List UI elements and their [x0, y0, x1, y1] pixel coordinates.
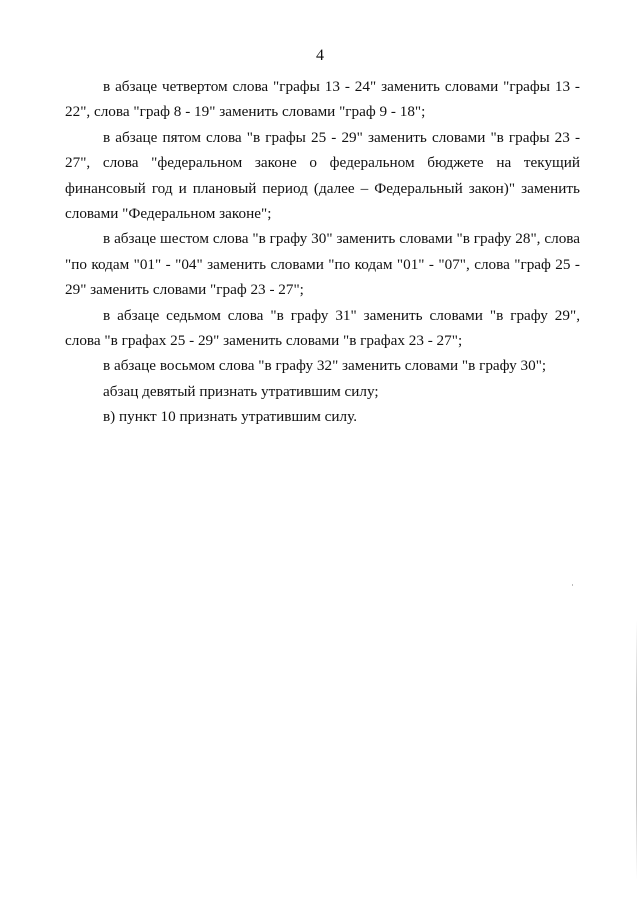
document-body	[65, 74, 580, 430]
paragraph-amend-sixth: в абзаце шестом слова "в графу 30" заменить словами "в графу 28", слова "по кодам "01" - "04" заменить словами "по кодам "01" - "07", слова "граф 25 - 29" заменить словами "граф 23 - 27";	[65, 230, 580, 299]
paragraph-repeal-ninth: абзац девятый признать утратившим силу;	[103, 382, 379, 400]
scan-edge-line	[636, 620, 637, 880]
paragraph-repeal-point-10: в) пункт 10 признать утратившим силу.	[103, 408, 357, 426]
page-number: 4	[316, 47, 324, 64]
paragraph-amend-fifth: в абзаце пятом слова "в графы 25 - 29" заменить словами "в графы 23 - 27", слова "федеральном законе о федеральном бюджете на текущий финансовый год и плановый период (далее – Федеральный закон)" заменить словами "Федеральном законе";	[65, 128, 580, 223]
scan-speck	[572, 584, 573, 586]
paragraph-amend-seventh: в абзаце седьмом слова "в графу 31" заменить словами "в графу 29", слова "в графах 25 - 29" заменить словами "в графах 23 - 27";	[65, 306, 580, 350]
paragraph-amend-fourth: в абзаце четвертом слова "графы 13 - 24" заменить словами "графы 13 - 22", слова "граф 8 - 19" заменить словами "граф 9 - 18";	[65, 78, 580, 121]
paragraph-amend-eighth: в абзаце восьмом слова "в графу 32" заменить словами "в графу 30";	[103, 357, 547, 375]
